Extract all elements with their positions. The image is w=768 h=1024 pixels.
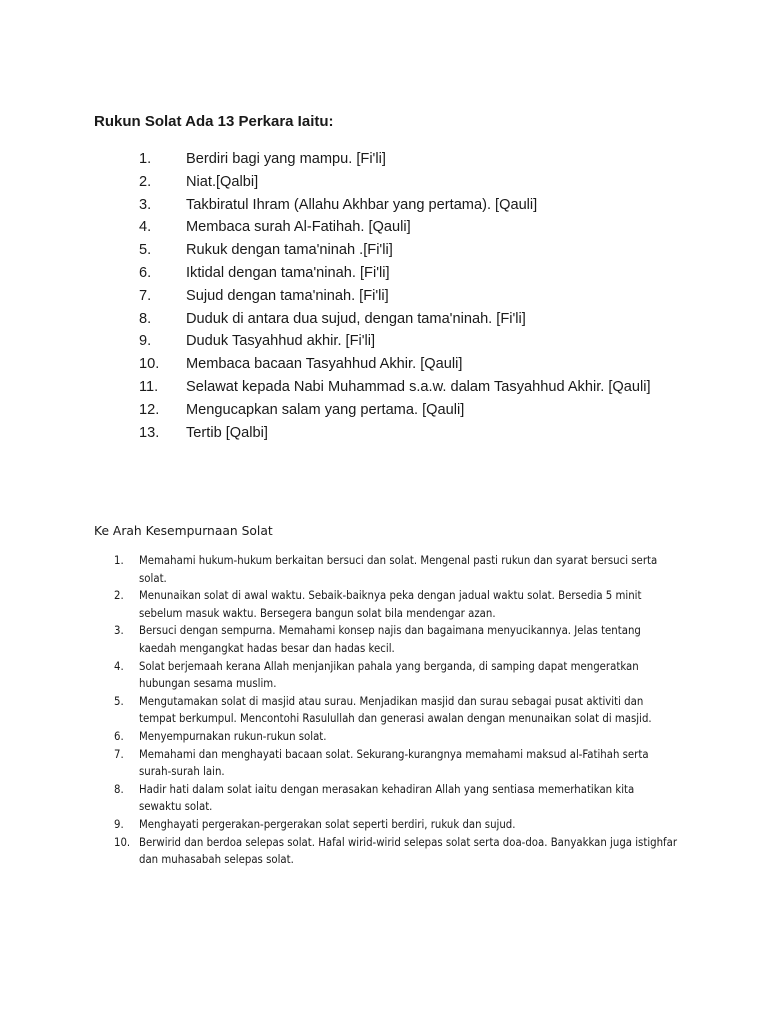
list-item: [0, 746, 679, 781]
list-item-number: 8.: [139, 310, 152, 327]
list-item: [0, 148, 768, 171]
list-item: [0, 262, 768, 285]
list-item-text: Menyempurnakan rukun-rukun solat.: [139, 729, 327, 743]
list-item-text: Niat.[Qalbi]: [186, 173, 259, 190]
list-item-text: Mengutamakan solat di masjid atau surau. Menjadikan masjid dan surau sebagai pusat aktiviti dan tempat berkumpul. Mencontohi Rasulullah dan generasi awalan dengan menunaikan solat di masjid.: [139, 694, 652, 726]
list-item: [0, 422, 768, 445]
list-item-text: Sujud dengan tama'ninah. [Fi'li]: [186, 287, 389, 304]
list-item-number: 10.: [139, 356, 160, 373]
list-item-text: Berdiri bagi yang mampu. [Fi'li]: [186, 151, 386, 167]
list-item-text: Bersuci dengan sempurna. Memahami konsep najis dan bagaimana menyucikannya. Jelas tentang kaedah mengangkat hadas besar dan hadas kecil.: [139, 624, 641, 655]
list-item-number: 4.: [139, 219, 152, 236]
list-item: [0, 239, 768, 262]
list-item-number: 9.: [114, 817, 124, 831]
list-item: [0, 216, 768, 239]
list-item: [0, 834, 679, 869]
list-item: [0, 285, 768, 308]
list-item: [0, 308, 768, 331]
list-item-text: Duduk di antara dua sujud, dengan tama'ninah. [Fi'li]: [186, 310, 526, 327]
list-item: [0, 816, 679, 834]
list-item-text: Takbiratul Ihram (Allahu Akhbar yang pertama). [Qauli]: [186, 196, 538, 213]
list-item: [0, 330, 768, 353]
list-item: [0, 171, 768, 194]
list-item: [0, 658, 679, 693]
list-item-number: 11.: [139, 378, 159, 395]
list-item-text: Menunaikan solat di awal waktu. Sebaik-baiknya peka dengan jadual waktu solat. Bersedia 5 minit sebelum masuk waktu. Bersegera bangun solat bila mendengar azan.: [139, 589, 642, 620]
list-item-number: 6.: [114, 729, 124, 743]
list-item: [0, 353, 768, 376]
list-item-number: 5.: [114, 694, 124, 708]
list-item-number: 4.: [114, 659, 124, 673]
list-item-text: Menghayati pergerakan-pergerakan solat seperti berdiri, rukuk dan sujud.: [139, 817, 516, 831]
list-item-number: 8.: [114, 782, 124, 796]
list-item: [0, 728, 679, 746]
list-item-text: Duduk Tasyahhud akhir. [Fi'li]: [186, 333, 376, 350]
list-item-text: Membaca surah Al-Fatihah. [Qauli]: [186, 219, 411, 236]
list-item: [0, 194, 768, 217]
list-item-number: 5.: [139, 242, 152, 259]
list-item-number: 13.: [139, 424, 160, 441]
rukun-solat-list: [0, 148, 768, 444]
list-item-number: 7.: [114, 747, 124, 761]
list-item-text: Memahami dan menghayati bacaan solat. Sekurang-kurangnya memahami maksud al-Fatihah serta surah-surah lain.: [139, 747, 649, 779]
list-item-text: Iktidal dengan tama'ninah. [Fi'li]: [186, 264, 390, 281]
list-item: [0, 622, 679, 657]
list-item: [0, 399, 768, 422]
list-item-text: Mengucapkan salam yang pertama. [Qauli]: [186, 401, 465, 418]
list-item-text: Selawat kepada Nabi Muhammad s.a.w. dalam Tasyahhud Akhir. [Qauli]: [186, 378, 651, 395]
list-item-number: 3.: [114, 624, 124, 638]
list-item: [0, 781, 679, 816]
kesempurnaan-solat-list: [0, 552, 768, 869]
section-title-kesempurnaan-solat: Ke Arah Kesempurnaan Solat: [94, 524, 273, 538]
list-item: [0, 693, 679, 728]
list-item: [0, 376, 768, 399]
list-item-text: Hadir hati dalam solat iaitu dengan merasakan kehadiran Allah yang sentiasa memerhatikan kita sewaktu solat.: [139, 782, 635, 814]
list-item-number: 10.: [114, 835, 131, 849]
section-title-rukun-solat: Rukun Solat Ada 13 Perkara Iaitu:: [94, 113, 334, 130]
list-item-number: 7.: [139, 287, 152, 304]
list-item-text: Memahami hukum-hukum berkaitan bersuci dan solat. Mengenal pasti rukun dan syarat bersuci serta solat.: [139, 554, 658, 585]
list-item-number: 1.: [114, 554, 124, 567]
list-item-number: 12.: [139, 401, 160, 418]
list-item: [0, 552, 679, 587]
list-item-text: Membaca bacaan Tasyahhud Akhir. [Qauli]: [186, 356, 463, 373]
list-item-number: 3.: [139, 196, 152, 213]
list-item-number: 6.: [139, 264, 152, 281]
list-item: [0, 587, 679, 622]
list-item-number: 1.: [139, 151, 152, 167]
list-item-number: 9.: [139, 333, 152, 350]
list-item-text: Solat berjemaah kerana Allah menjanjikan pahala yang berganda, di samping dapat mengeratkan hubungan sesama muslim.: [139, 659, 639, 691]
list-item-number: 2.: [114, 589, 124, 603]
list-item-text: Rukuk dengan tama'ninah .[Fi'li]: [186, 242, 393, 259]
list-item-number: 2.: [139, 173, 152, 190]
list-item-text: Berwirid dan berdoa selepas solat. Hafal wirid-wirid selepas solat serta doa-doa. Banyakkan juga istighfar dan muhasabah selepas solat.: [139, 835, 678, 867]
list-item-text: Tertib [Qalbi]: [186, 424, 268, 441]
